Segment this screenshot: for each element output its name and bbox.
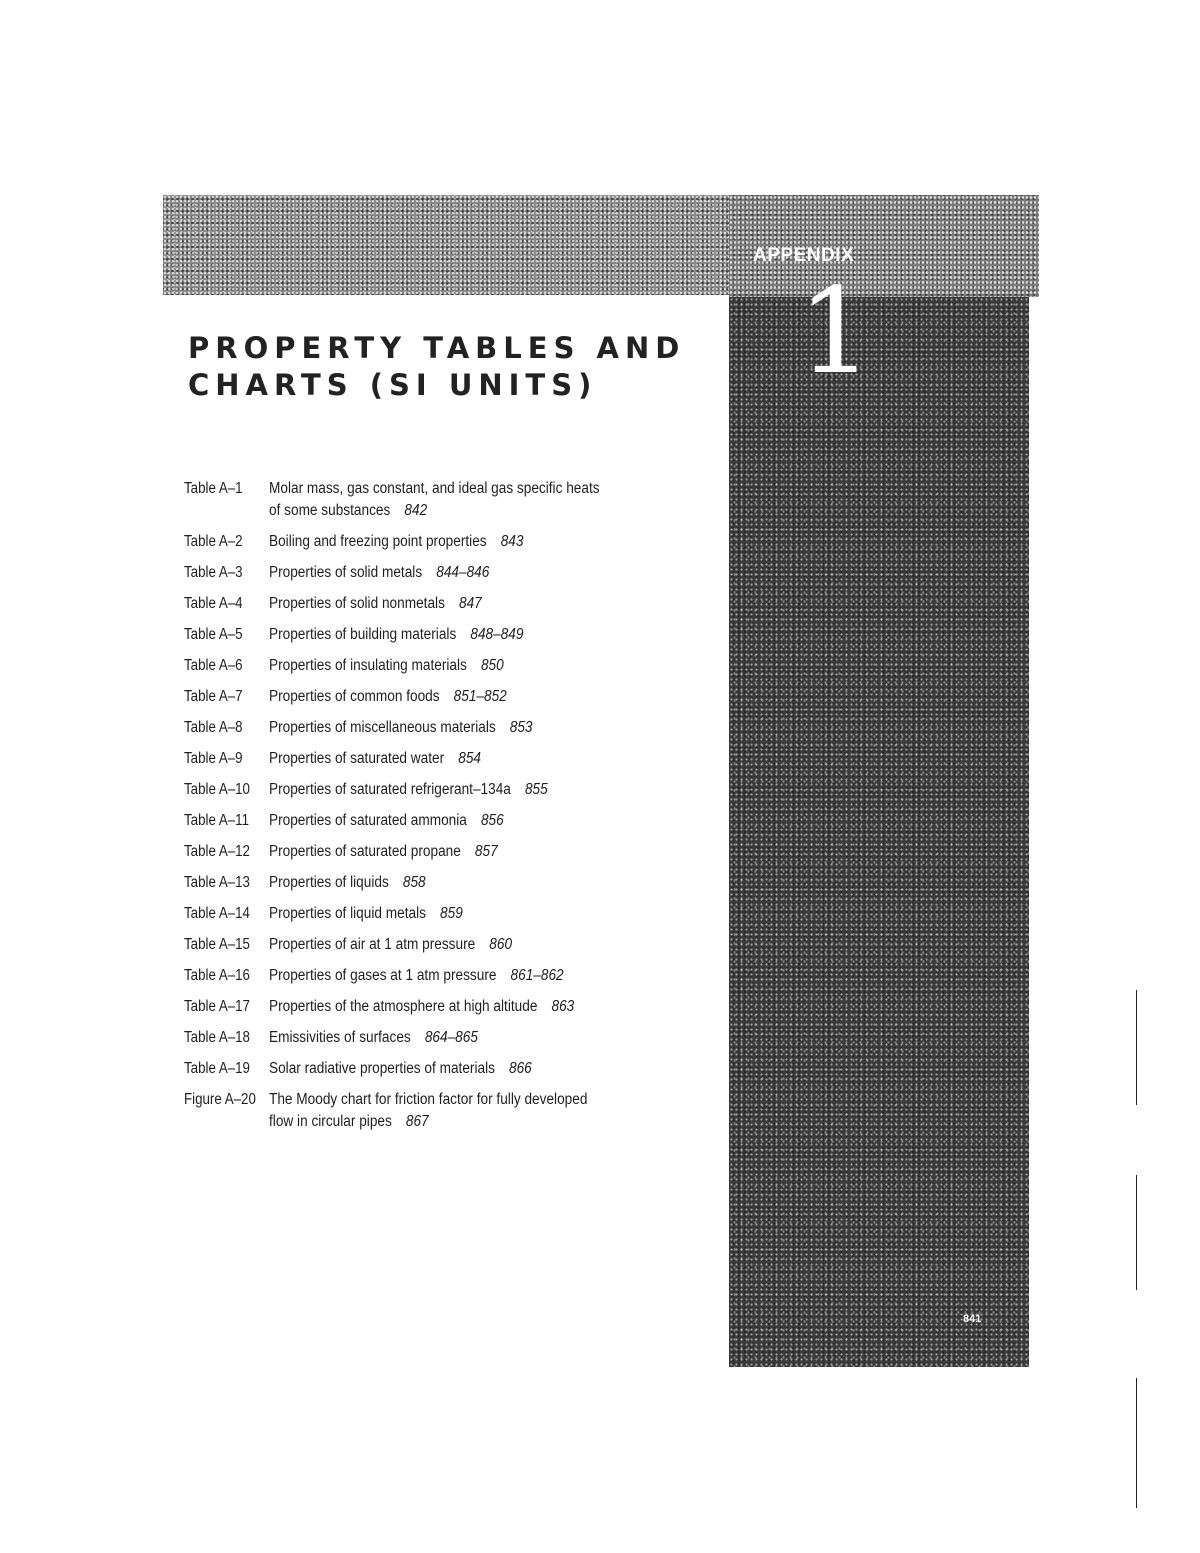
toc-row-page: 867 <box>405 1113 429 1130</box>
toc-row-text: Emissivities of surfaces <box>269 1029 411 1046</box>
toc-row-label: Table A–14 <box>184 905 250 922</box>
toc-row-text: Properties of common foods <box>269 688 440 705</box>
toc-row-label: Table A–4 <box>184 595 243 612</box>
toc-row <box>184 841 704 863</box>
toc-row-text: Properties of air at 1 atm pressure <box>269 936 476 953</box>
toc-row-description <box>269 1058 603 1080</box>
toc-row <box>184 686 704 708</box>
toc-row-description <box>269 686 603 708</box>
toc-row-page: 866 <box>509 1060 532 1077</box>
toc-row-page: 843 <box>500 533 524 550</box>
toc-row-text: Properties of solid metals <box>269 564 423 581</box>
toc-row <box>184 624 704 646</box>
toc-row-text: Properties of liquids <box>269 874 389 891</box>
toc-row-description <box>269 903 603 925</box>
header-band <box>163 195 729 295</box>
toc-row-text: Properties of liquid metals <box>269 905 426 922</box>
toc-row-text: Molar mass, gas constant, and ideal gas specific heats of some substances <box>269 480 600 519</box>
toc-row-label: Table A–10 <box>184 781 250 798</box>
toc-row-text: Properties of insulating materials <box>269 657 467 674</box>
toc-row-text: Properties of miscellaneous materials <box>269 719 496 736</box>
toc-row <box>184 1089 704 1133</box>
toc-row-text: Properties of saturated ammonia <box>269 812 467 829</box>
toc-row-text: The Moody chart for friction factor for fully developed flow in circular pipes <box>269 1091 588 1130</box>
toc-row <box>184 996 704 1018</box>
toc-row-label: Table A–3 <box>184 564 243 581</box>
appendix-number: 1 <box>798 262 874 400</box>
toc-row-description <box>269 655 603 677</box>
page-title <box>188 330 708 404</box>
toc-row-description <box>269 717 603 739</box>
toc-row-label: Table A–15 <box>184 936 250 953</box>
toc-row-description <box>269 748 603 770</box>
toc-row-description <box>269 562 603 584</box>
table-of-contents <box>184 478 704 1142</box>
scan-margin-mark <box>1136 1175 1137 1290</box>
toc-row-label: Table A–12 <box>184 843 250 860</box>
toc-row-page: 855 <box>524 781 548 798</box>
toc-row-text: Properties of building materials <box>269 626 457 643</box>
toc-row <box>184 779 704 801</box>
toc-row <box>184 903 704 925</box>
toc-row <box>184 965 704 987</box>
toc-row-page: 859 <box>440 905 463 922</box>
toc-row-text: Properties of saturated water <box>269 750 445 767</box>
toc-row-page: 854 <box>458 750 481 767</box>
toc-row-page: 857 <box>474 843 498 860</box>
toc-row-label: Table A–16 <box>184 967 250 984</box>
toc-row-label: Table A–2 <box>184 533 243 550</box>
toc-row-page: 848–849 <box>470 626 524 643</box>
toc-row-description <box>269 624 603 646</box>
toc-row-label: Table A–19 <box>184 1060 250 1077</box>
toc-row-description <box>269 593 603 615</box>
toc-row <box>184 531 704 553</box>
toc-row-description <box>269 810 603 832</box>
toc-row-page: 864–865 <box>424 1029 478 1046</box>
toc-row-description <box>269 872 603 894</box>
toc-row-label: Table A–18 <box>184 1029 250 1046</box>
toc-row-label: Table A–1 <box>184 480 243 497</box>
toc-row-description <box>269 779 603 801</box>
toc-row-text: Properties of solid nonmetals <box>269 595 445 612</box>
page-title-line-1: PROPERTY TABLES AND <box>188 331 686 365</box>
toc-row-text: Properties of saturated propane <box>269 843 461 860</box>
toc-row-page: 850 <box>480 657 504 674</box>
toc-row-text: Properties of the atmosphere at high altitude <box>269 998 538 1015</box>
toc-row-label: Table A–6 <box>184 657 243 674</box>
toc-row-description <box>269 1027 603 1049</box>
toc-row-page: 844–846 <box>436 564 490 581</box>
toc-row-label: Table A–13 <box>184 874 250 891</box>
toc-row <box>184 478 704 522</box>
toc-row-label: Table A–7 <box>184 688 243 705</box>
page-title-line-2: CHARTS (SI UNITS) <box>188 368 598 402</box>
toc-row-description <box>269 1089 603 1133</box>
toc-row <box>184 593 704 615</box>
toc-row-description <box>269 478 603 522</box>
toc-row <box>184 748 704 770</box>
toc-row-page: 851–852 <box>453 688 507 705</box>
page-number: 841 <box>963 1313 982 1325</box>
toc-row-label: Table A–8 <box>184 719 243 736</box>
toc-row-page: 861–862 <box>510 967 564 984</box>
toc-row <box>184 1027 704 1049</box>
appendix-label: APPENDIX <box>753 245 855 266</box>
toc-row-page: 853 <box>509 719 533 736</box>
toc-row-description <box>269 996 603 1018</box>
toc-row-page: 856 <box>480 812 504 829</box>
toc-row <box>184 1058 704 1080</box>
toc-row-text: Solar radiative properties of materials <box>269 1060 495 1077</box>
toc-row-label: Table A–9 <box>184 750 243 767</box>
toc-row-text: Properties of saturated refrigerant–134a <box>269 781 511 798</box>
toc-row-text: Boiling and freezing point properties <box>269 533 487 550</box>
toc-row-description <box>269 934 603 956</box>
appendix-side-column <box>729 297 1029 1367</box>
toc-row <box>184 717 704 739</box>
toc-row-text: Properties of gases at 1 atm pressure <box>269 967 497 984</box>
toc-row-page: 863 <box>551 998 575 1015</box>
toc-row-page: 842 <box>404 502 428 519</box>
toc-row <box>184 810 704 832</box>
toc-row-label: Table A–17 <box>184 998 250 1015</box>
toc-row <box>184 562 704 584</box>
toc-row-page: 860 <box>489 936 513 953</box>
toc-row-description <box>269 965 603 987</box>
toc-row-description <box>269 841 603 863</box>
scan-margin-mark <box>1136 1378 1137 1508</box>
toc-row-label: Table A–5 <box>184 626 243 643</box>
toc-row-page: 858 <box>402 874 426 891</box>
toc-row <box>184 655 704 677</box>
toc-row-label: Table A–11 <box>184 812 249 829</box>
toc-row <box>184 872 704 894</box>
toc-row-page: 847 <box>458 595 482 612</box>
toc-row-label: Figure A–20 <box>184 1091 256 1108</box>
toc-row-description <box>269 531 603 553</box>
scan-margin-mark <box>1136 990 1137 1105</box>
toc-row <box>184 934 704 956</box>
